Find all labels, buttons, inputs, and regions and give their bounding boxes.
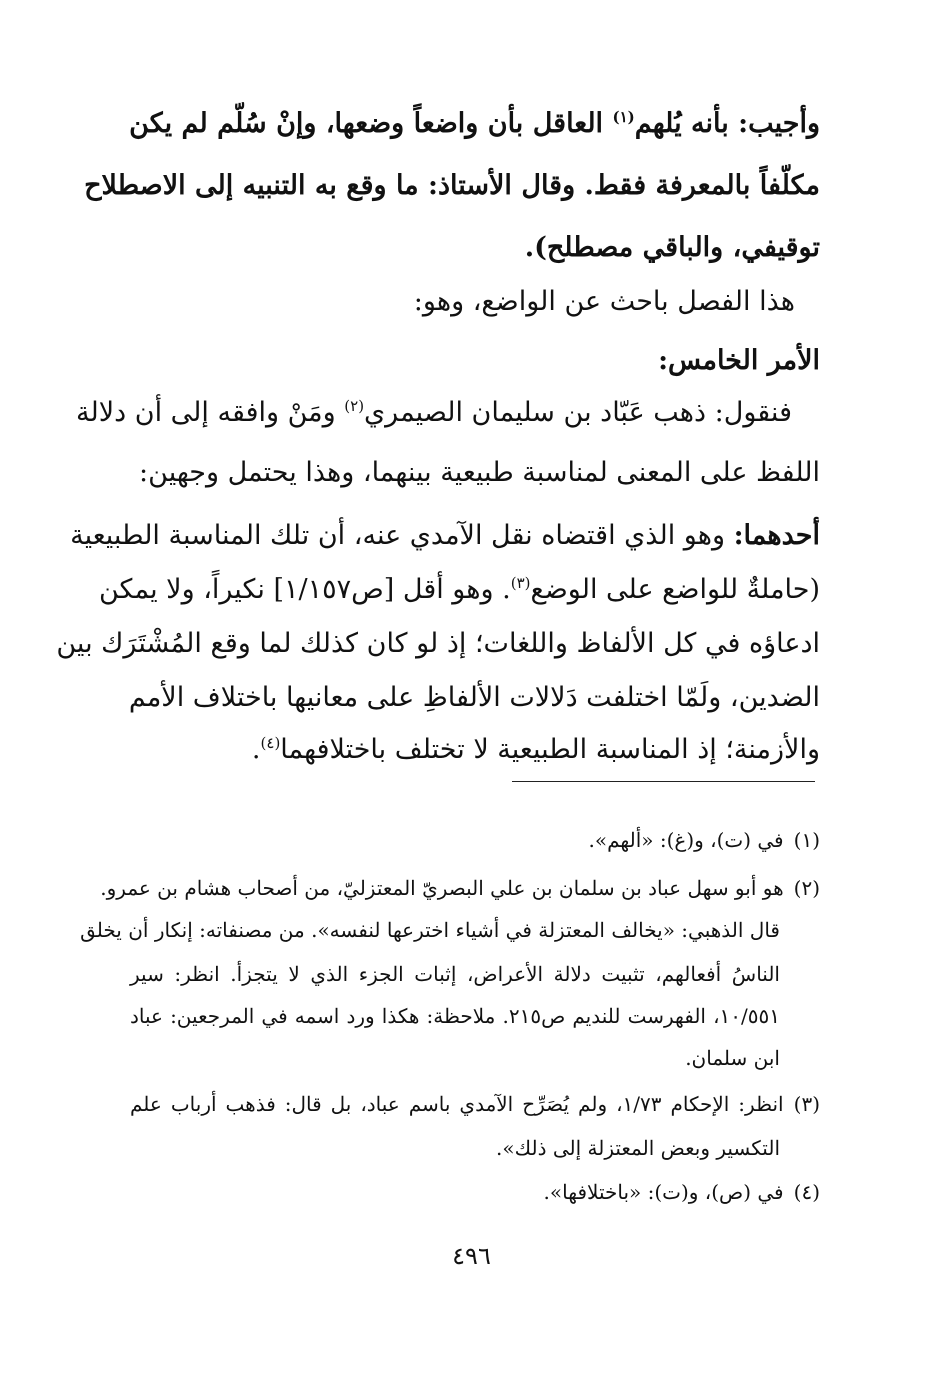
- footnote-line: ابن سلمان.: [685, 1046, 780, 1070]
- page-number: ٤٩٦: [452, 1242, 491, 1270]
- body-line: هذا الفصل باحث عن الواضع، وهو:: [413, 286, 795, 317]
- body-line: توقيفي، والباقي مصطلح).: [524, 232, 820, 263]
- body-line: والأزمنة؛ إذ المناسبة الطبيعية لا تختلف باختلافهما$^{(٤)}$.: [251, 734, 820, 765]
- footnote-divider: [512, 781, 815, 782]
- footnote-3: (٣)انظر: الإحكام ١/٧٣، ولم يُصَرِّح الآمدي باسم عباد، بل قال: فذهب أرباب علم: [130, 1092, 820, 1116]
- footnote-1: (١)في (ت)، و(غ): «ألهم».: [588, 828, 820, 852]
- body-line: مكلّفاً بالمعرفة فقط. وقال الأستاذ: ما وقع به التنبيه إلى الاصطلاح: [84, 170, 820, 201]
- footnote-line: الناسُ أفعالهم، تثبيت دلالة الأعراض، إثبات الجزء الذي لا يتجزأ. انظر: سير: [130, 962, 780, 986]
- footnote-2: (٢)هو أبو سهل عباد بن سلمان بن علي البصريّ المعتزليّ، من أصحاب هشام بن عمرو.: [100, 876, 820, 900]
- footnote-number: (١): [793, 828, 820, 852]
- body-line: أحدهما: وهو الذي اقتضاه نقل الآمدي عنه، أن تلك المناسبة الطبيعية: [70, 520, 820, 551]
- footnote-ref: (١): [612, 108, 635, 126]
- footnote-ref: (٢): [344, 397, 365, 415]
- footnote-line: قال الذهبي: «يخالف المعتزلة في أشياء اخترعها لنفسه». من مصنفاته: إنكار أن يخلق: [80, 918, 780, 942]
- footnote-line: ١٠/٥٥١، الفهرست للنديم ص٢١٥. ملاحظة: هكذا ورد اسمه في المرجعين: عباد: [130, 1004, 780, 1028]
- footnote-line: التكسير وبعض المعتزلة إلى ذلك».: [496, 1136, 780, 1160]
- footnote-4: (٤)في (ص)، و(ت): «باختلافها».: [543, 1180, 820, 1204]
- body-line: فنقول: ذهب عَبّاد بن سليمان الصيمري$^{(٢)}$ ومَنْ وافقه إلى أن دلالة: [76, 397, 792, 428]
- body-line: وأجيب: بأنه يُلهم$^{(١)}$ العاقل بأن واضعاً وضعها، وإنْ سُلّم لم يكن: [129, 108, 820, 139]
- body-line: اللفظ على المعنى لمناسبة طبيعية بينهما، وهذا يحتمل وجهين:: [139, 457, 820, 488]
- footnote-number: (٣): [793, 1092, 820, 1116]
- section-title: الأمر الخامس:: [658, 345, 820, 376]
- body-line: (حاملةٌ للواضع على الوضع$^{(٣)}$. وهو أقل [ص١/١٥٧] نكيراً، ولا يمكن: [99, 574, 820, 605]
- footnote-number: (٤): [793, 1180, 820, 1204]
- lead-word: أحدهما:: [733, 520, 820, 551]
- footnote-number: (٢): [793, 876, 820, 900]
- footnote-ref: (٣): [510, 574, 531, 592]
- body-line: ادعاؤه في كل الألفاظ واللغات؛ إذ لو كان كذلك لما وقع المُشْتَرَك بين: [56, 628, 820, 659]
- footnote-ref: (٤): [260, 734, 281, 752]
- body-line: الضدين، ولَمّا اختلفت دَلالات الألفاظِ على معانيها باختلاف الأمم: [128, 682, 820, 713]
